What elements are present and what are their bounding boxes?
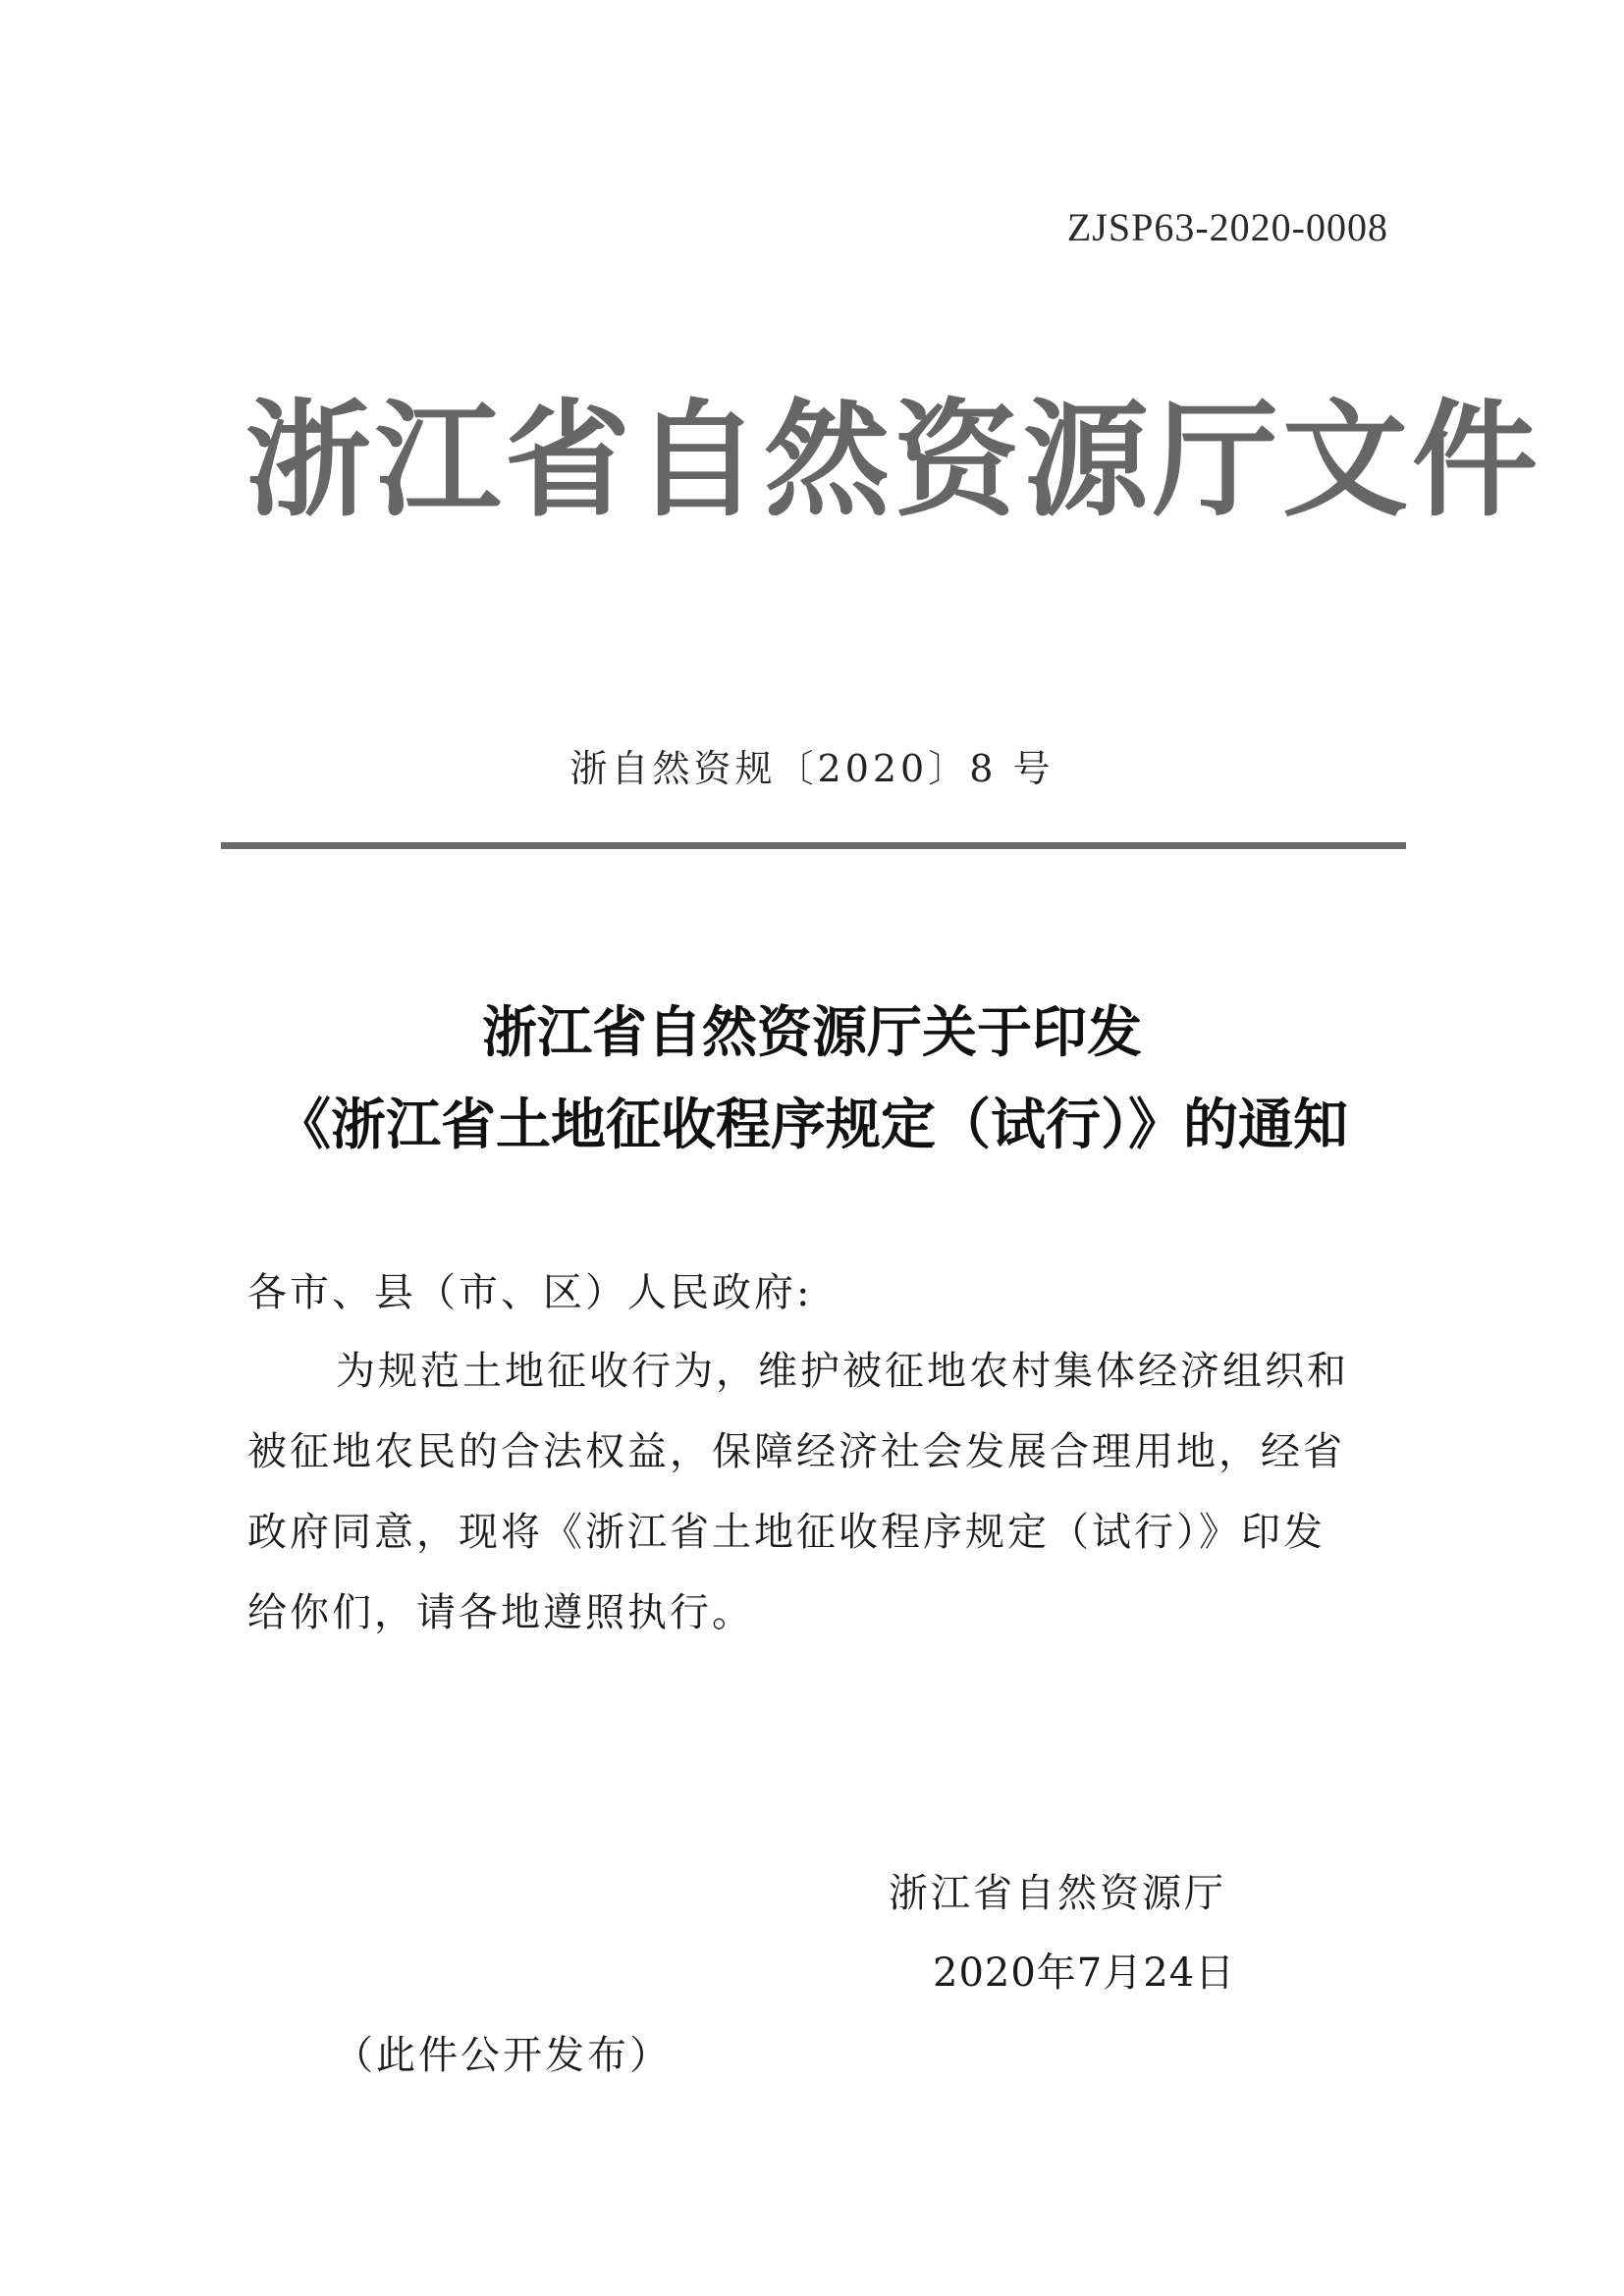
signing-authority: 浙江省自然资源厅 bbox=[889, 1871, 1226, 1916]
document-masthead: 浙江省自然资源厅文件 bbox=[245, 388, 1543, 534]
body-line: 给你们，请各地遵照执行。 bbox=[247, 1590, 754, 1635]
masthead-divider bbox=[221, 842, 1406, 849]
salutation: 各市、县（市、区）人民政府: bbox=[247, 1270, 813, 1315]
document-number: 浙自然资规〔2020〕8 号 bbox=[569, 747, 1055, 790]
title-line-2: 《浙江省土地征收程序规定（试行）》的通知 bbox=[276, 1093, 1348, 1157]
publication-note: （此件公开发布） bbox=[334, 2033, 672, 2078]
signing-date: 2020年7月24日 bbox=[933, 1950, 1236, 1996]
body-line: 为规范土地征收行为，维护被征地农村集体经济组织和 bbox=[336, 1349, 1349, 1394]
document-code: ZJSP63-2020-0008 bbox=[1066, 205, 1388, 249]
title-line-1: 浙江省自然资源厅关于印发 bbox=[482, 1000, 1142, 1065]
body-paragraph bbox=[247, 1331, 1386, 1653]
body-line: 政府同意，现将《浙江省土地征收程序规定（试行）》印发 bbox=[247, 1510, 1326, 1555]
document-title bbox=[196, 987, 1428, 1171]
body-line: 被征地农民的合法权益，保障经济社会发展合理用地，经省 bbox=[247, 1429, 1345, 1474]
